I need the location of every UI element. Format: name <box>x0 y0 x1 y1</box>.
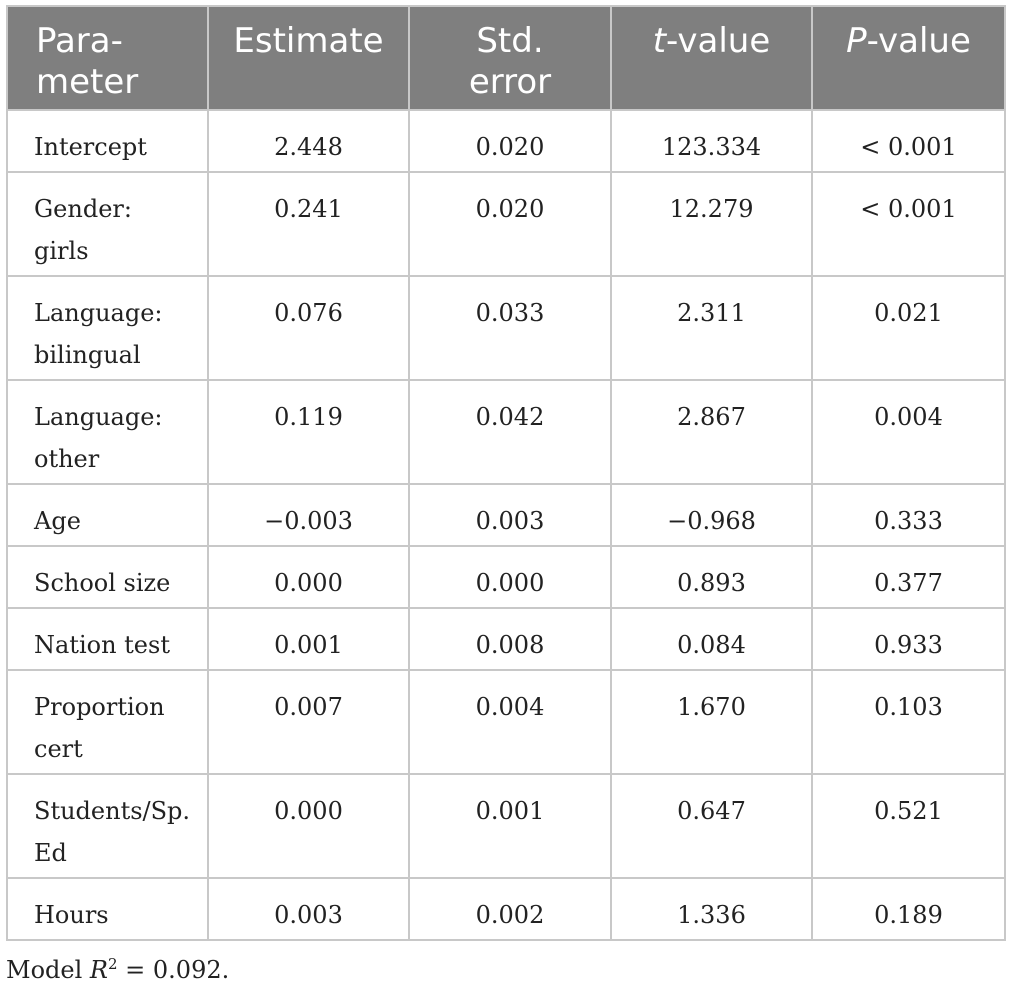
table-footnote <box>6 955 229 984</box>
parameter-line1: Language: <box>34 299 163 327</box>
std-error-cell: 0.002 <box>409 878 611 940</box>
footnote-equals: = <box>117 956 153 984</box>
parameter-line2: other <box>34 445 100 473</box>
parameter-cell <box>7 878 208 940</box>
parameter-line1: Gender: <box>34 195 132 223</box>
footnote-r-symbol: R <box>89 956 108 984</box>
std-error-cell: 0.001 <box>409 774 611 878</box>
header-p-value <box>812 6 1005 110</box>
parameter-line2: cert <box>34 735 83 763</box>
table-row <box>7 546 1005 608</box>
header-parameter-line2: meter <box>36 62 139 102</box>
parameter-line1: Language: <box>34 403 163 431</box>
table-row <box>7 110 1005 172</box>
estimate-cell: 0.076 <box>208 276 409 380</box>
table-row <box>7 670 1005 774</box>
table-row <box>7 172 1005 276</box>
parameter-cell <box>7 276 208 380</box>
footnote-exponent: 2 <box>107 955 118 973</box>
header-estimate: Estimate <box>208 6 409 110</box>
parameter-line1: Students/Sp. <box>34 797 191 825</box>
p-value-cell: 0.333 <box>812 484 1005 546</box>
parameter-line1: Age <box>34 507 81 535</box>
t-value-cell: 0.647 <box>611 774 812 878</box>
parameter-line1: Intercept <box>34 133 147 161</box>
t-value-cell: 12.279 <box>611 172 812 276</box>
header-t-suffix: -value <box>666 21 771 61</box>
estimate-cell: 0.000 <box>208 774 409 878</box>
estimate-cell: −0.003 <box>208 484 409 546</box>
table-row <box>7 774 1005 878</box>
table-row <box>7 878 1005 940</box>
footnote-prefix: Model <box>6 956 90 984</box>
table-row <box>7 608 1005 670</box>
parameter-cell <box>7 546 208 608</box>
estimate-cell: 0.241 <box>208 172 409 276</box>
std-error-cell: 0.033 <box>409 276 611 380</box>
t-value-cell: 0.084 <box>611 608 812 670</box>
estimate-cell: 0.119 <box>208 380 409 484</box>
p-value-cell: < 0.001 <box>812 172 1005 276</box>
t-value-cell: 0.893 <box>611 546 812 608</box>
parameter-cell <box>7 670 208 774</box>
header-parameter <box>7 6 208 110</box>
t-value-cell: −0.968 <box>611 484 812 546</box>
header-std-error-line2: error <box>468 62 552 102</box>
p-value-cell: 0.933 <box>812 608 1005 670</box>
parameter-line2: Ed <box>34 839 67 867</box>
p-value-cell: 0.004 <box>812 380 1005 484</box>
std-error-cell: 0.003 <box>409 484 611 546</box>
std-error-cell: 0.004 <box>409 670 611 774</box>
std-error-cell: 0.020 <box>409 172 611 276</box>
header-t-symbol: t <box>652 21 667 61</box>
std-error-cell: 0.042 <box>409 380 611 484</box>
p-value-cell: 0.377 <box>812 546 1005 608</box>
p-value-cell: 0.521 <box>812 774 1005 878</box>
header-std-error-line1: Std. <box>476 21 544 61</box>
t-value-cell: 2.311 <box>611 276 812 380</box>
parameter-line1: Nation test <box>34 631 170 659</box>
std-error-cell: 0.008 <box>409 608 611 670</box>
table-row <box>7 484 1005 546</box>
header-parameter-line1: Para- <box>36 21 123 61</box>
header-p-symbol: P <box>846 21 867 61</box>
parameter-cell <box>7 484 208 546</box>
estimate-cell: 0.007 <box>208 670 409 774</box>
parameter-cell <box>7 110 208 172</box>
header-p-suffix: -value <box>866 21 971 61</box>
t-value-cell: 1.670 <box>611 670 812 774</box>
t-value-cell: 1.336 <box>611 878 812 940</box>
parameter-line1: Hours <box>34 901 109 929</box>
header-t-value <box>611 6 812 110</box>
std-error-cell: 0.000 <box>409 546 611 608</box>
parameter-line2: girls <box>34 237 89 265</box>
estimate-cell: 0.001 <box>208 608 409 670</box>
std-error-cell: 0.020 <box>409 110 611 172</box>
parameter-cell <box>7 774 208 878</box>
parameter-line1: School size <box>34 569 171 597</box>
t-value-cell: 123.334 <box>611 110 812 172</box>
footnote-value: 0.092. <box>152 956 230 984</box>
parameter-cell <box>7 608 208 670</box>
p-value-cell: 0.021 <box>812 276 1005 380</box>
p-value-cell: 0.103 <box>812 670 1005 774</box>
estimate-cell: 0.000 <box>208 546 409 608</box>
p-value-cell: < 0.001 <box>812 110 1005 172</box>
t-value-cell: 2.867 <box>611 380 812 484</box>
parameter-cell <box>7 380 208 484</box>
estimate-cell: 2.448 <box>208 110 409 172</box>
p-value-cell: 0.189 <box>812 878 1005 940</box>
header-row <box>7 6 1005 110</box>
parameter-line2: bilingual <box>34 341 141 369</box>
parameter-line1: Proportion <box>34 693 165 721</box>
estimate-cell: 0.003 <box>208 878 409 940</box>
regression-table <box>6 5 1006 941</box>
parameter-cell <box>7 172 208 276</box>
table-row <box>7 380 1005 484</box>
header-std-error <box>409 6 611 110</box>
table-row <box>7 276 1005 380</box>
